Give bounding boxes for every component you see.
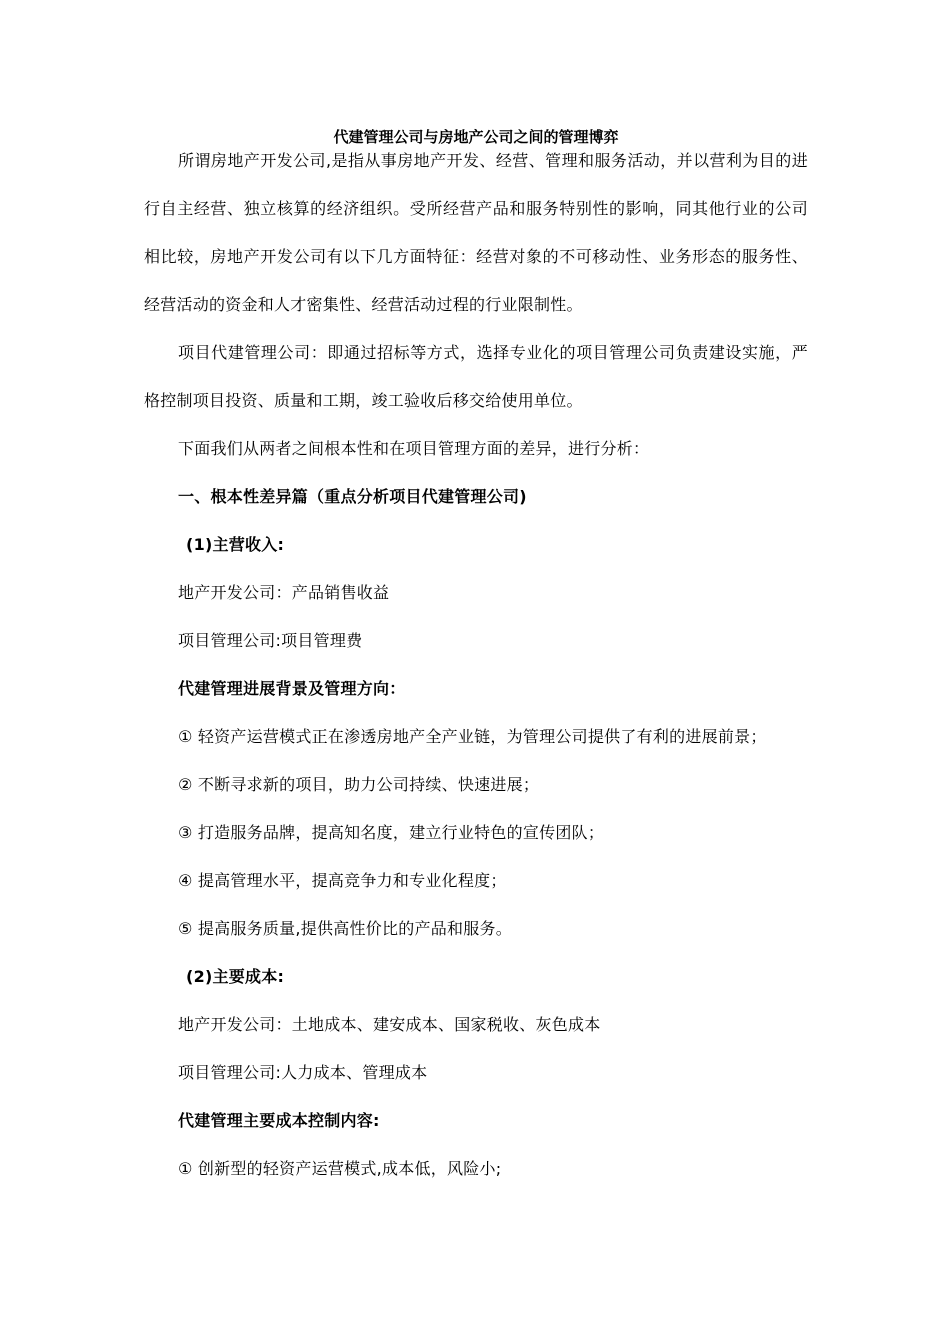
subheading-direction: 代建管理进展背景及管理方向： xyxy=(178,679,406,698)
document-body xyxy=(144,126,808,1193)
section-heading-fundamental: 一、根本性差异篇（重点分析项目代建管理公司) xyxy=(178,487,527,506)
document-title: 代建管理公司与房地产公司之间的管理博弈 xyxy=(333,128,619,146)
income-developer: 地产开发公司：产品销售收益 xyxy=(178,583,390,602)
direction-item-3: ③ 打造服务品牌，提高知名度，建立行业特色的宣传团队； xyxy=(178,823,605,842)
direction-item-4: ④ 提高管理水平，提高竞争力和专业化程度； xyxy=(178,871,507,890)
cost-developer: 地产开发公司：土地成本、建安成本、国家税收、灰色成本 xyxy=(178,1015,601,1034)
subheading-cost: (2)主要成本: xyxy=(186,967,285,986)
cost-control-item-1: ① 创新型的轻资产运营模式,成本低，风险小; xyxy=(178,1159,502,1178)
subheading-cost-control: 代建管理主要成本控制内容: xyxy=(178,1111,380,1130)
income-manager: 项目管理公司:项目管理费 xyxy=(178,631,363,650)
direction-item-1: ① 轻资产运营模式正在渗透房地产全产业链，为管理公司提供了有利的进展前景； xyxy=(178,727,767,746)
direction-item-2: ② 不断寻求新的项目，助力公司持续、快速进展； xyxy=(178,775,540,794)
paragraph-agent-definition: 项目代建管理公司：即通过招标等方式，选择专业化的项目管理公司负责建设实施，严格控制项目投资、质量和工期，竣工验收后移交给使用单位。 xyxy=(144,343,808,410)
paragraph-developer-definition: 所谓房地产开发公司,是指从事房地产开发、经营、管理和服务活动，并以营利为目的进行自主经营、独立核算的经济组织。受所经营产品和服务特别性的影响，同其他行业的公司相比较，房地产开发公司有以下几方面特征：经营对象的不可移动性、业务形态的服务性、经营活动的资金和人才密集性、经营活动过程的行业限制性。 xyxy=(144,151,808,314)
intro-line: 下面我们从两者之间根本性和在项目管理方面的差异，进行分析： xyxy=(178,439,650,458)
direction-item-5: ⑤ 提高服务质量,提供高性价比的产品和服务。 xyxy=(178,919,513,938)
cost-manager: 项目管理公司:人力成本、管理成本 xyxy=(178,1063,428,1082)
subheading-income: (1)主营收入: xyxy=(186,535,285,554)
